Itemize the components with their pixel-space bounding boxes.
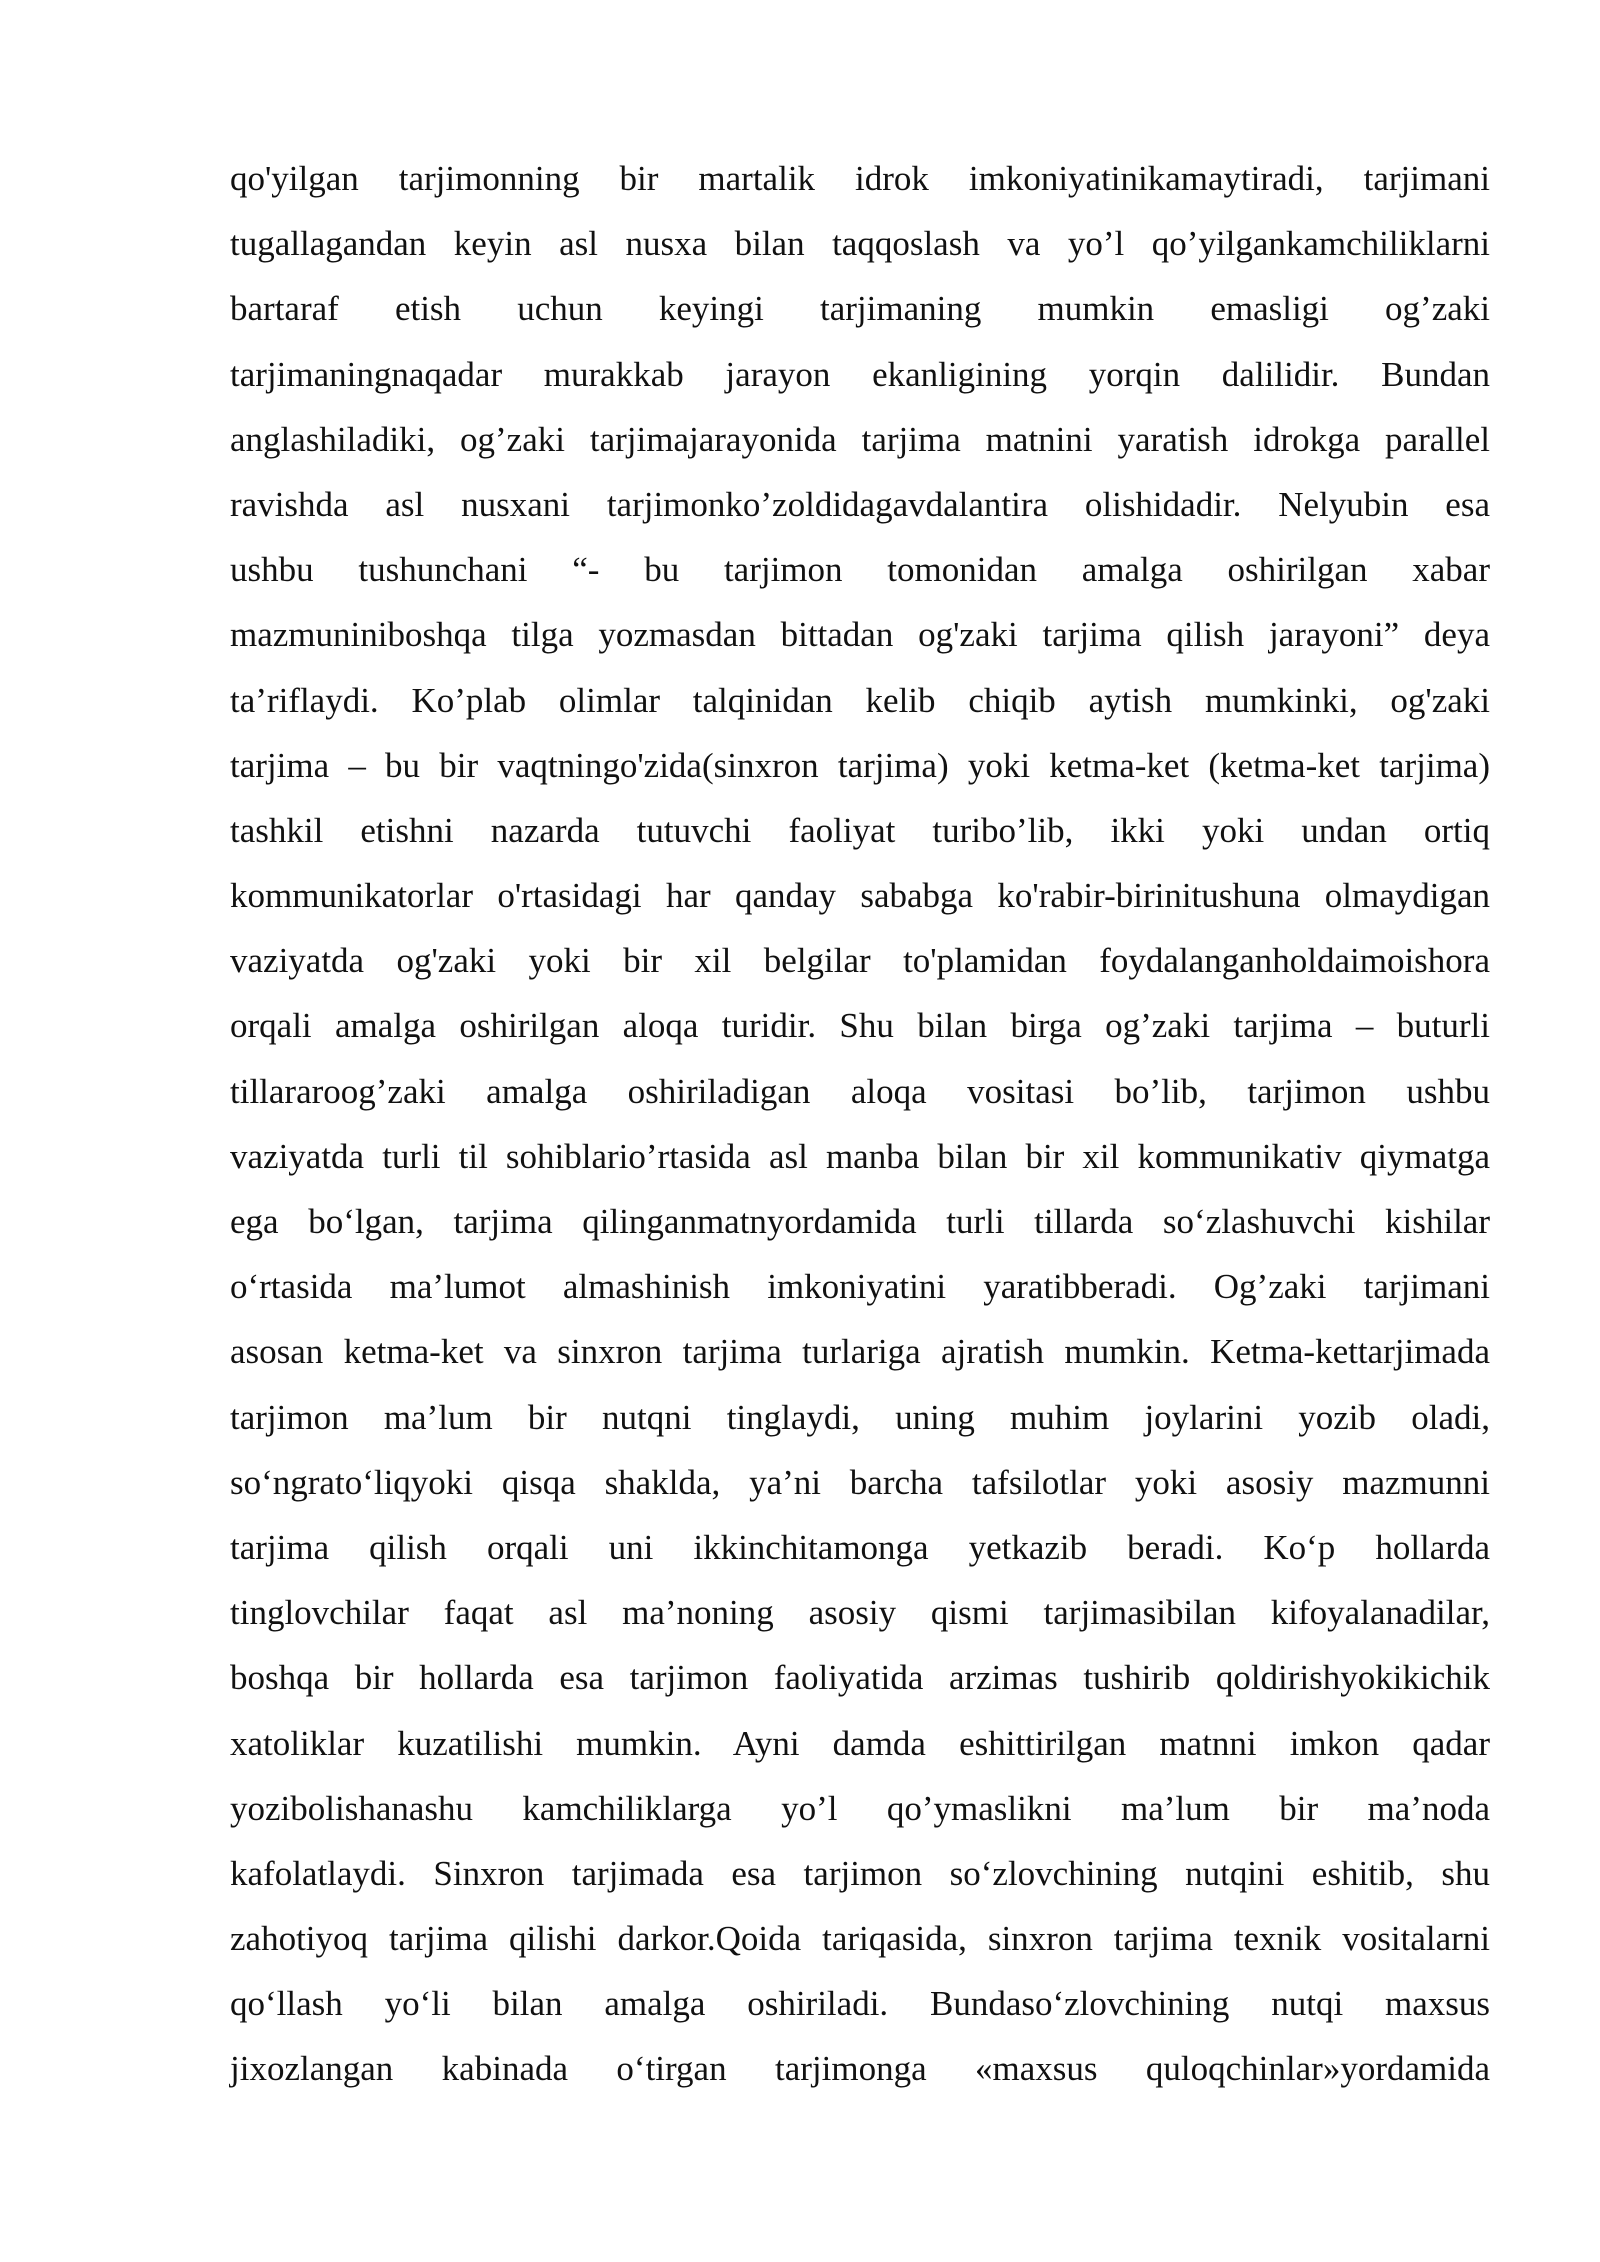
text-line: tugallagandan keyin asl nusxa bilan taqqoslash va yo’l qo’yilgankamchiliklarni — [230, 224, 1490, 264]
text-line: bartaraf etish uchun keyingi tarjimaning mumkin emasligi og’zaki — [230, 289, 1490, 329]
text-line: jixozlangan kabinada o‘tirgan tarjimonga «maxsus quloqchinlar»yordamida — [230, 2049, 1490, 2089]
text-line: tarjima – bu bir vaqtningo'zida(sinxron tarjima) yoki ketma-ket (ketma-ket tarjima) — [230, 745, 1490, 785]
text-line: qo'yilgan tarjimonning bir martalik idrok imkoniyatinikamaytiradi, tarjimani — [230, 159, 1490, 198]
text-line: boshqa bir hollarda esa tarjimon faoliyatida arzimas tushirib qoldirishyokikichik — [230, 1658, 1490, 1698]
text-line: zahotiyoq tarjima qilishi darkor.Qoida tariqasida, sinxron tarjima texnik vositalarni — [230, 1919, 1490, 1959]
text-line: tarjimaningnaqadar murakkab jarayon ekanligining yorqin dalilidir. Bundan — [230, 354, 1490, 394]
text-line: so‘ngrato‘liqyoki qisqa shaklda, ya’ni barcha tafsilotlar yoki asosiy mazmunni — [230, 1462, 1490, 1502]
text-line: tarjima qilish orqali uni ikkinchitamonga yetkazib beradi. Ko‘p hollarda — [230, 1527, 1490, 1567]
text-line: o‘rtasida ma’lumot almashinish imkoniyatini yaratibberadi. Og’zaki tarjimani — [230, 1267, 1490, 1307]
text-line: ta’riflaydi. Ko’plab olimlar talqinidan kelib chiqib aytish mumkinki, og'zaki — [230, 680, 1490, 720]
text-line: qo‘llash yo‘li bilan amalga oshiriladi. Bundaso‘zlovchining nutqi maxsus — [230, 1984, 1490, 2024]
text-line: tillararoog’zaki amalga oshiriladigan aloqa vositasi bo’lib, tarjimon ushbu — [230, 1071, 1490, 1111]
text-line: mazmuniniboshqa tilga yozmasdan bittadan og'zaki tarjima qilish jarayoni” deya — [230, 615, 1490, 655]
text-line: tarjimon ma’lum bir nutqni tinglaydi, uning muhim joylarini yozib oladi, — [230, 1397, 1490, 1437]
text-line: yozibolishanashu kamchiliklarga yo’l qo’ymaslikni ma’lum bir ma’noda — [230, 1788, 1490, 1828]
text-line: ega bo‘lgan, tarjima qilinganmatnyordamida turli tillarda so‘zlashuvchi kishilar — [230, 1202, 1490, 1241]
text-line: kommunikatorlar o'rtasidagi har qanday sababga ko'rabir-birinitushuna olmaydigan — [230, 876, 1490, 916]
text-line: vaziyatda og'zaki yoki bir xil belgilar to'plamidan foydalanganholdaimoishora — [230, 941, 1490, 981]
text-line: vaziyatda turli til sohiblario’rtasida asl manba bilan bir xil kommunikativ qiymatga — [230, 1136, 1490, 1176]
text-line: kafolatlaydi. Sinxron tarjimada esa tarjimon so‘zlovchining nutqini eshitib, shu — [230, 1853, 1490, 1893]
text-line: anglashiladiki, og’zaki tarjimajarayonida tarjima matnini yaratish idrokga parallel — [230, 419, 1490, 459]
text-line: ravishda asl nusxani tarjimonko’zoldidagavdalantira olishidadir. Nelyubin esa — [230, 484, 1490, 524]
text-line: tashkil etishni nazarda tutuvchi faoliyat turibo’lib, ikki yoki undan ortiq — [230, 810, 1490, 850]
text-line: ushbu tushunchani “- bu tarjimon tomonidan amalga oshirilgan xabar — [230, 550, 1490, 590]
text-line: tinglovchilar faqat asl ma’noning asosiy qismi tarjimasibilan kifoyalanadilar, — [230, 1593, 1490, 1633]
text-line: orqali amalga oshirilgan aloqa turidir. Shu bilan birga og’zaki tarjima – buturli — [230, 1006, 1490, 1046]
text-line: asosan ketma-ket va sinxron tarjima turlariga ajratish mumkin. Ketma-kettarjimada — [230, 1332, 1490, 1372]
text-line: xatoliklar kuzatilishi mumkin. Ayni damda eshittirilgan matnni imkon qadar — [230, 1723, 1490, 1763]
body-text — [230, 146, 1490, 2102]
